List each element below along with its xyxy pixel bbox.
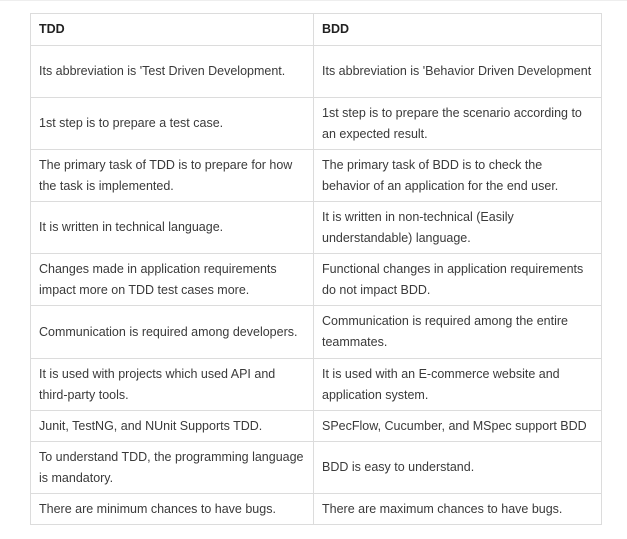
bdd-cell: BDD is easy to understand. bbox=[314, 442, 602, 494]
bdd-cell: Its abbreviation is 'Behavior Driven Development bbox=[314, 46, 602, 98]
tdd-cell: Junit, TestNG, and NUnit Supports TDD. bbox=[31, 411, 314, 442]
tdd-cell: To understand TDD, the programming language is mandatory. bbox=[31, 442, 314, 494]
tdd-cell: It is written in technical language. bbox=[31, 202, 314, 254]
tdd-cell: The primary task of TDD is to prepare for how the task is implemented. bbox=[31, 150, 314, 202]
table-header-row bbox=[31, 14, 602, 46]
table-row bbox=[31, 442, 602, 494]
tdd-cell: There are minimum chances to have bugs. bbox=[31, 494, 314, 525]
table-row bbox=[31, 202, 602, 254]
bdd-cell: It is written in non-technical (Easily understandable) language. bbox=[314, 202, 602, 254]
top-divider bbox=[0, 0, 627, 1]
bdd-cell: 1st step is to prepare the scenario according to an expected result. bbox=[314, 98, 602, 150]
bdd-cell: It is used with an E-commerce website and application system. bbox=[314, 359, 602, 411]
table-row bbox=[31, 98, 602, 150]
table-row bbox=[31, 494, 602, 525]
tdd-cell: Changes made in application requirements impact more on TDD test cases more. bbox=[31, 254, 314, 306]
bdd-cell: Functional changes in application requirements do not impact BDD. bbox=[314, 254, 602, 306]
table-row bbox=[31, 306, 602, 359]
bdd-cell: SPecFlow, Cucumber, and MSpec support BDD bbox=[314, 411, 602, 442]
tdd-cell: 1st step is to prepare a test case. bbox=[31, 98, 314, 150]
table-row bbox=[31, 46, 602, 98]
bdd-cell: The primary task of BDD is to check the behavior of an application for the end user. bbox=[314, 150, 602, 202]
table-row bbox=[31, 411, 602, 442]
table-row bbox=[31, 150, 602, 202]
comparison-table bbox=[30, 13, 602, 525]
tdd-cell: Its abbreviation is 'Test Driven Development. bbox=[31, 46, 314, 98]
table-row bbox=[31, 254, 602, 306]
header-tdd: TDD bbox=[31, 14, 314, 46]
header-bdd: BDD bbox=[314, 14, 602, 46]
comparison-table-container bbox=[30, 13, 601, 525]
tdd-cell: It is used with projects which used API and third-party tools. bbox=[31, 359, 314, 411]
tdd-cell: Communication is required among developers. bbox=[31, 306, 314, 359]
table-row bbox=[31, 359, 602, 411]
bdd-cell: Communication is required among the entire teammates. bbox=[314, 306, 602, 359]
bdd-cell: There are maximum chances to have bugs. bbox=[314, 494, 602, 525]
